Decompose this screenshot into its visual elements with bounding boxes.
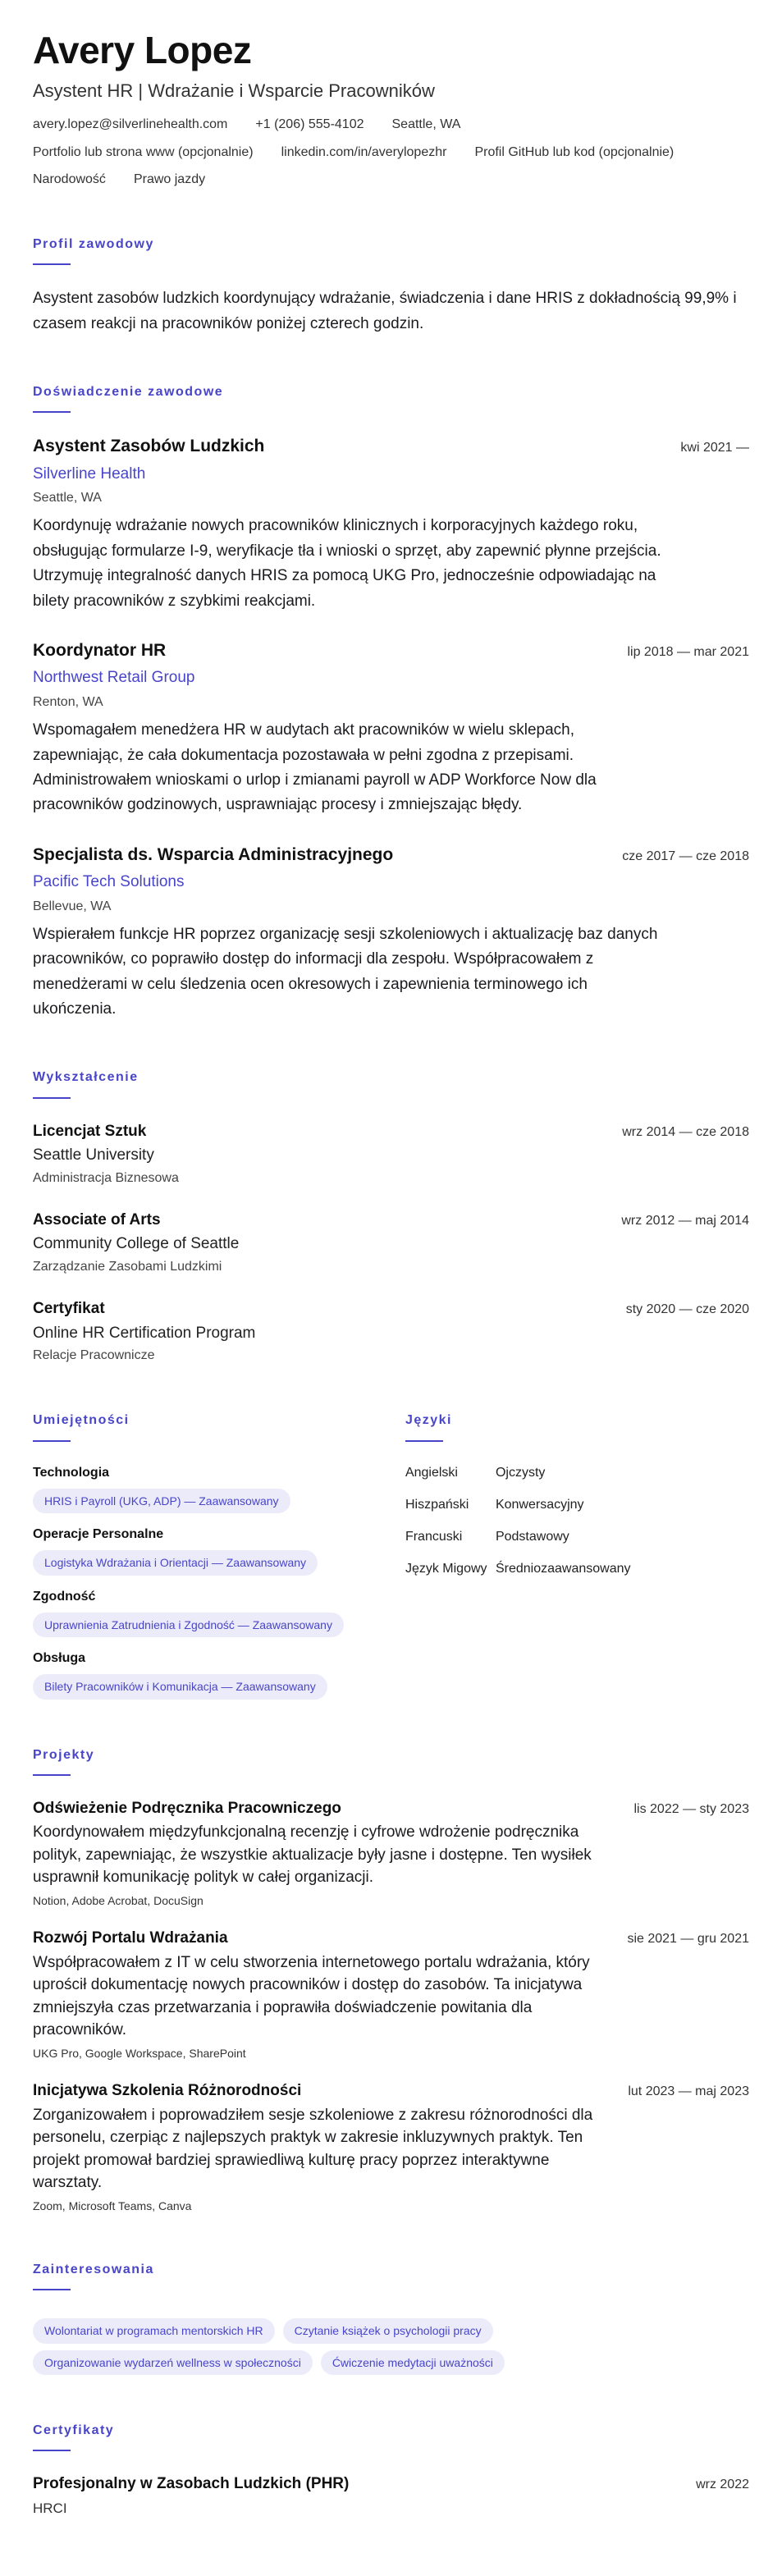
skills-column: [33, 1411, 405, 1699]
skill-chip: HRIS i Payroll (UKG, ADP) — Zaawansowany: [33, 1489, 290, 1513]
education-section: [33, 1068, 749, 1365]
interests-section: [33, 2260, 749, 2375]
project-name: Odświeżenie Podręcznika Pracowniczego: [33, 1799, 341, 1817]
projects-section: [33, 1746, 749, 2215]
linkedin-link[interactable]: linkedin.com/in/averylopezhr: [281, 144, 447, 159]
field-of-study: Administracja Biznesowa: [33, 1170, 179, 1185]
language-level: Średniozaawansowany: [495, 1562, 631, 1576]
resume-header: [33, 30, 749, 189]
school-name: Seattle University: [33, 1146, 154, 1164]
experience-section: [33, 382, 749, 1022]
company-name: Pacific Tech Solutions: [33, 873, 185, 891]
job-location: Renton, WA: [33, 694, 103, 709]
interest-chip: Wolontariat w programach mentorskich HR: [33, 2318, 275, 2343]
section-title: Umiejętności: [33, 1413, 130, 1428]
skill-category: Obsługa: [33, 1651, 86, 1666]
degree-title: Certyfikat: [33, 1300, 105, 1318]
project-entry: [33, 1797, 749, 1909]
job-location: Seattle, WA: [33, 491, 102, 506]
experience-entry: [33, 434, 749, 614]
language-level: Konwersacyjny: [495, 1497, 584, 1512]
project-tech: Notion, Adobe Acrobat, DocuSign: [33, 1893, 204, 1907]
project-name: Inicjatywa Szkolenia Różnorodności: [33, 2082, 302, 2100]
education-dates: wrz 2014 — cze 2018: [622, 1124, 749, 1139]
project-description: Zorganizowałem i poprowadziłem sesje szkoleniowe z zakresu różnorodności dla personelu, czerpiąc z najlepszych praktyk w zakresie inkluzywnych praktyk. Ten projekt promował bardziej sprawiedliwą kulturę pracy poprzez interaktywne warsztaty.: [33, 2106, 593, 2192]
section-title: Projekty: [33, 1747, 95, 1762]
skill-chip: Logistyka Wdrażania i Orientacji — Zaawansowany: [33, 1550, 318, 1575]
certificate-name: Profesjonalny w Zasobach Ludzkich (PHR): [33, 2475, 350, 2493]
school-name: Online HR Certification Program: [33, 1324, 256, 1342]
project-dates: lis 2022 — sty 2023: [633, 1801, 749, 1816]
section-title: Wykształcenie: [33, 1070, 139, 1085]
skill-chip: Bilety Pracowników i Komunikacja — Zaawansowany: [33, 1674, 327, 1699]
education-dates: wrz 2012 — maj 2014: [621, 1213, 749, 1228]
job-location: Bellevue, WA: [33, 899, 112, 913]
school-name: Community College of Seattle: [33, 1235, 240, 1253]
language-row: [405, 1527, 749, 1546]
section-title: Certyfikaty: [33, 2423, 115, 2438]
extra-row: [33, 170, 749, 189]
section-divider: [33, 1440, 71, 1442]
degree-title: Associate of Arts: [33, 1210, 161, 1229]
job-description: Koordynuję wdrażanie nowych pracowników klinicznych i korporacyjnych każdego roku, obsługując formularze I-9, weryfikacje tła i wnioski o sprzęt, aby zapewnić płynne przejścia. Utrzymuję integralność danych HRIS za pomocą UKG Pro, jednocześnie odpowiadając na bilety pracowników z szybkimi reakcjami.: [33, 517, 661, 610]
company-name: Silverline Health: [33, 464, 146, 483]
job-description: Wspomagałem menedżera HR w audytach akt pracowników w wielu sklepach, zapewniając, że cała dokumentacja pozostawała w pełni zgodna z przepisami. Administrowałem wnioskami o urlop i zmianami payroll w ADP Workforce Now dla pracowników godzinowych, usprawniając procesy i zmniejszając błędy.: [33, 721, 597, 814]
github-link[interactable]: Profil GitHub lub kod (opcjonalnie): [474, 144, 675, 159]
languages-column: [405, 1411, 749, 1699]
project-dates: lut 2023 — maj 2023: [628, 2084, 749, 2099]
section-divider: [405, 1440, 443, 1442]
section-divider: [33, 1774, 71, 1776]
section-title: Języki: [405, 1413, 452, 1428]
contact-row: [33, 115, 749, 134]
language-name: Angielski: [405, 1465, 458, 1480]
experience-entry: [33, 638, 749, 818]
links-row: [33, 143, 749, 162]
certificate-date: wrz 2022: [696, 2478, 749, 2492]
project-entry: [33, 2080, 749, 2214]
language-name: Język Migowy: [405, 1562, 487, 1576]
interest-chip: Czytanie książek o psychologii pracy: [283, 2318, 493, 2343]
contact-email[interactable]: avery.lopez@silverlinehealth.com: [33, 117, 228, 132]
section-divider: [33, 263, 71, 265]
experience-entry: [33, 843, 749, 1023]
education-entry: [33, 1209, 749, 1276]
project-dates: sie 2021 — gru 2021: [627, 1932, 749, 1947]
education-entry: [33, 1297, 749, 1365]
job-description: Wspierałem funkcje HR poprzez organizację sesji szkoleniowych i aktualizację baz danych pracowników, co poprawiło dostęp do informacji dla zespołu. Współpracowałem z menedżerami w celu śledzenia ocen okresowych i zapewnienia terminowego ich ukończenia.: [33, 925, 658, 1018]
project-description: Współpracowałem z IT w celu stworzenia internetowego portalu wdrażania, który uprościł dokumentację nowych pracowników i dostęp do zasobów. Ta inicjatywa zmniejszyła czas przetwarzania i poprawiła doświadczenie powitania dla pracowników.: [33, 1953, 590, 2039]
certificate-entry: [33, 2473, 749, 2519]
section-title: Profil zawodowy: [33, 237, 154, 252]
education-dates: sty 2020 — cze 2020: [625, 1302, 749, 1317]
language-row: [405, 1559, 749, 1578]
section-divider: [33, 1097, 71, 1099]
summary-section: [33, 235, 749, 336]
job-dates: kwi 2021 —: [680, 441, 749, 455]
job-title: Asystent Zasobów Ludzkich: [33, 437, 265, 456]
field-of-study: Relacje Pracownicze: [33, 1348, 155, 1363]
skill-category: Technologia: [33, 1465, 110, 1480]
job-dates: cze 2017 — cze 2018: [622, 849, 749, 863]
skill-category: Operacje Personalne: [33, 1527, 164, 1542]
job-dates: lip 2018 — mar 2021: [627, 644, 749, 659]
project-description: Koordynowałem międzyfunkcjonalną recenzję i cyfrowe wdrożenie podręcznika polityk, zapewniając, że wszystkie aktualizacje były jasne i dostępne. Ten wysiłek usprawnił komunikację polityk w całej organizacji.: [33, 1823, 592, 1887]
section-divider: [33, 411, 71, 413]
field-of-study: Zarządzanie Zasobami Ludzkimi: [33, 1259, 222, 1274]
contact-phone[interactable]: +1 (206) 555-4102: [255, 117, 364, 132]
nationality-label: Narodowość: [33, 172, 106, 186]
summary-text: Asystent zasobów ludzkich koordynujący wdrażanie, świadczenia i dane HRIS z dokładnością 99,9% i czasem reakcji na pracowników poniżej czterech godzin.: [33, 290, 737, 332]
language-level: Podstawowy: [495, 1530, 569, 1544]
language-row: [405, 1463, 749, 1482]
contact-location: Seattle, WA: [391, 117, 461, 132]
language-name: Hiszpański: [405, 1497, 469, 1512]
certificates-section: [33, 2421, 749, 2519]
section-title: Zainteresowania: [33, 2263, 154, 2277]
section-title: Doświadczenie zawodowe: [33, 385, 224, 400]
headline: Asystent HR | Wdrażanie i Wsparcie Pracowników: [33, 80, 435, 101]
interest-chip: Organizowanie wydarzeń wellness w społeczności: [33, 2350, 313, 2375]
language-level: Ojczysty: [495, 1465, 546, 1480]
portfolio-link[interactable]: Portfolio lub strona www (opcjonalnie): [33, 144, 254, 159]
certificate-issuer: HRCI: [33, 2500, 67, 2516]
language-name: Francuski: [405, 1530, 463, 1544]
skills-languages-section: [33, 1411, 749, 1699]
language-row: [405, 1495, 749, 1514]
skill-category: Zgodność: [33, 1589, 96, 1604]
education-entry: [33, 1120, 749, 1187]
job-title: Koordynator HR: [33, 640, 167, 660]
company-name: Northwest Retail Group: [33, 669, 195, 687]
degree-title: Licencjat Sztuk: [33, 1122, 147, 1140]
project-tech: UKG Pro, Google Workspace, SharePoint: [33, 2046, 246, 2060]
project-name: Rozwój Portalu Wdrażania: [33, 1929, 228, 1947]
candidate-name: Avery Lopez: [33, 29, 252, 71]
project-entry: [33, 1927, 749, 2061]
section-divider: [33, 2289, 71, 2290]
section-divider: [33, 2450, 71, 2451]
skill-chip: Uprawnienia Zatrudnienia i Zgodność — Zaawansowany: [33, 1613, 344, 1637]
driving-license-label: Prawo jazdy: [133, 172, 206, 186]
interests-list: [33, 2312, 607, 2375]
project-tech: Zoom, Microsoft Teams, Canva: [33, 2199, 192, 2212]
interest-chip: Ćwiczenie medytacji uważności: [321, 2350, 505, 2375]
job-title: Specjalista ds. Wsparcia Administracyjnego: [33, 844, 394, 864]
